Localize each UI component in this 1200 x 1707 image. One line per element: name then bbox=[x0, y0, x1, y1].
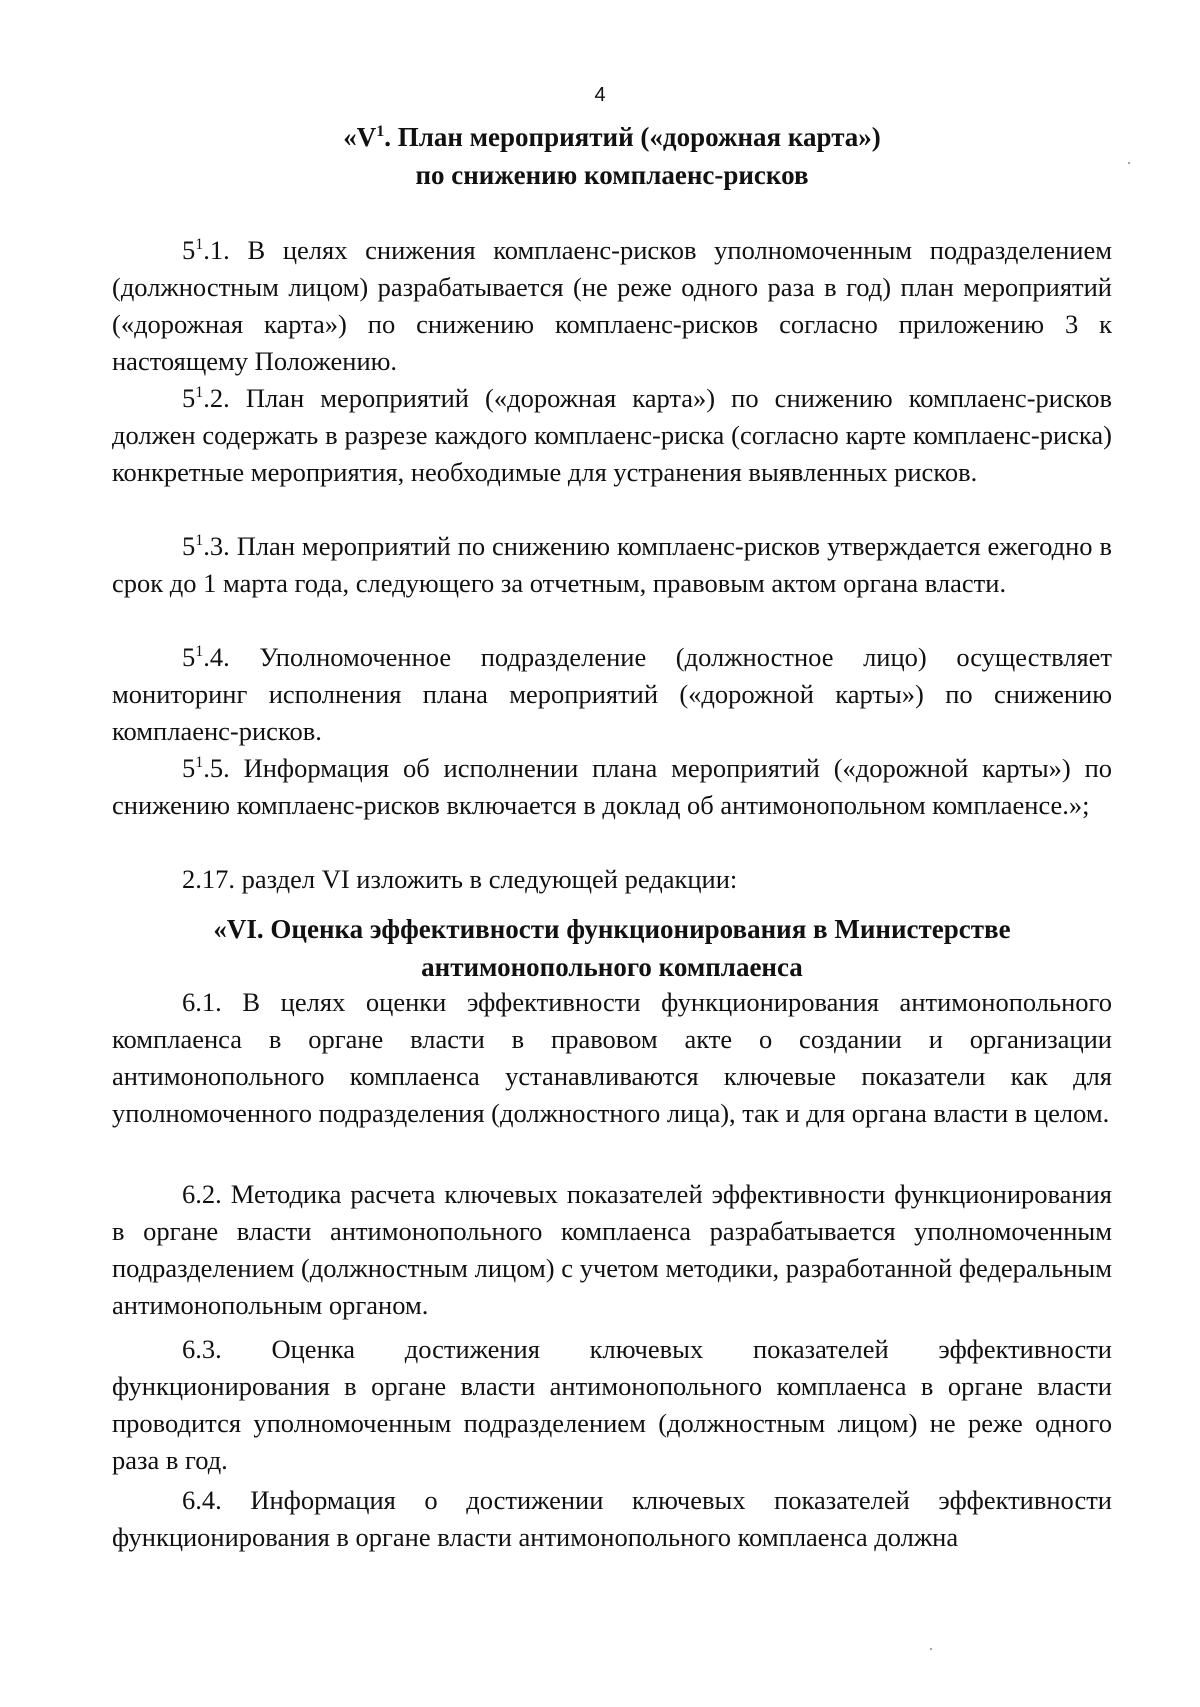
paragraph-6-1: 6.1. В целях оценки эффективности функционирования антимонопольного комплаенса в органе власти в правовом акте о создании и организации антимонопольного комплаенса устанавливаются ключевые показатели как для уполномоченного подразделения (должностного лица), так и для органа власти в целом. bbox=[112, 987, 1112, 1128]
paragraph-number: 5 bbox=[182, 235, 196, 265]
paragraph-number-superscript: 1 bbox=[195, 236, 204, 254]
paragraph-6-2: 6.2. Методика расчета ключевых показателей эффективности функционирования в органе власти антимонопольного комплаенса разрабатывается уполномоченным подразделением (должностным лицом) с учетом методики, разработанной федеральным антимонопольным органом. bbox=[112, 1179, 1112, 1320]
section-v1-heading bbox=[112, 118, 1112, 194]
section-vi-heading-line2: антимонопольного комплаенса bbox=[421, 952, 803, 982]
amendment-2-17: 2.17. раздел VI изложить в следующей редакции: bbox=[182, 864, 738, 894]
paragraph-5-1-4 bbox=[112, 639, 1112, 750]
heading-suffix: . План мероприятий («дорожная карта») bbox=[384, 122, 881, 152]
paragraph-5-1-3 bbox=[112, 528, 1112, 602]
paragraph-number-superscript: 1 bbox=[195, 643, 204, 661]
section-vi-heading-line1: «VI. Оценка эффективности функционирования в Министерстве bbox=[213, 914, 1011, 944]
section-v1-heading-line2: по снижению комплаенс-рисков bbox=[415, 160, 809, 190]
paragraph-6-3: 6.3. Оценка достижения ключевых показателей эффективности функционирования в органе власти антимонопольного комплаенса в органе власти проводится уполномоченным подразделением (должностным лицом) не реже одного раза в год. bbox=[112, 1334, 1112, 1475]
section-v1-heading-line1 bbox=[112, 118, 1112, 156]
paragraph-number-superscript: 1 bbox=[195, 532, 204, 550]
paragraph-number: 5 bbox=[182, 531, 196, 561]
paragraph-text: .2. План мероприятий («дорожная карта») по снижению комплаенс-рисков должен содержать в разрезе каждого комплаенс-риска (согласно карте комплаенс-риска) конкретные мероприятия, необходимые для устранения выявленных рисков. bbox=[112, 383, 1112, 487]
paragraph-5-1-1 bbox=[112, 232, 1112, 380]
paragraph-5-1-5 bbox=[112, 750, 1112, 824]
paragraph-number-superscript: 1 bbox=[195, 384, 204, 402]
paragraph-text: .4. Уполномоченное подразделение (должностное лицо) осуществляет мониторинг исполнения плана мероприятий («дорожной карты») по снижению комплаенс-рисков. bbox=[112, 642, 1112, 746]
paragraph-text: .1. В целях снижения комплаенс-рисков уполномоченным подразделением (должностным лицом) разрабатывается (не реже одного раза в год) план мероприятий («дорожная карта») по снижению комплаенс-рисков согласно приложению 3 к настоящему Положению. bbox=[112, 235, 1112, 376]
scan-speck bbox=[930, 1648, 932, 1650]
heading-prefix: «V bbox=[343, 122, 377, 152]
paragraph-number: 5 bbox=[182, 383, 196, 413]
scan-speck bbox=[1128, 162, 1130, 164]
paragraph-5-1-2 bbox=[112, 380, 1112, 491]
paragraph-number: 5 bbox=[182, 642, 196, 672]
paragraph-text: .5. Информация об исполнении плана мероприятий («дорожной карты») по снижению комплаенс-рисков включается в доклад об антимонопольном комплаенсе.»; bbox=[112, 753, 1112, 820]
page-number: 4 bbox=[594, 84, 606, 106]
section-vi-heading bbox=[112, 910, 1112, 986]
paragraph-number-superscript: 1 bbox=[195, 754, 204, 772]
paragraph-6-4: 6.4. Информация о достижении ключевых показателей эффективности функционирования в органе власти антимонопольного комплаенса должна bbox=[112, 1485, 1112, 1552]
paragraph-text: .3. План мероприятий по снижению комплаенс-рисков утверждается ежегодно в срок до 1 марта года, следующего за отчетным, правовым актом органа власти. bbox=[112, 531, 1112, 598]
paragraph-number: 5 bbox=[182, 753, 196, 783]
heading-superscript: 1 bbox=[376, 123, 385, 140]
